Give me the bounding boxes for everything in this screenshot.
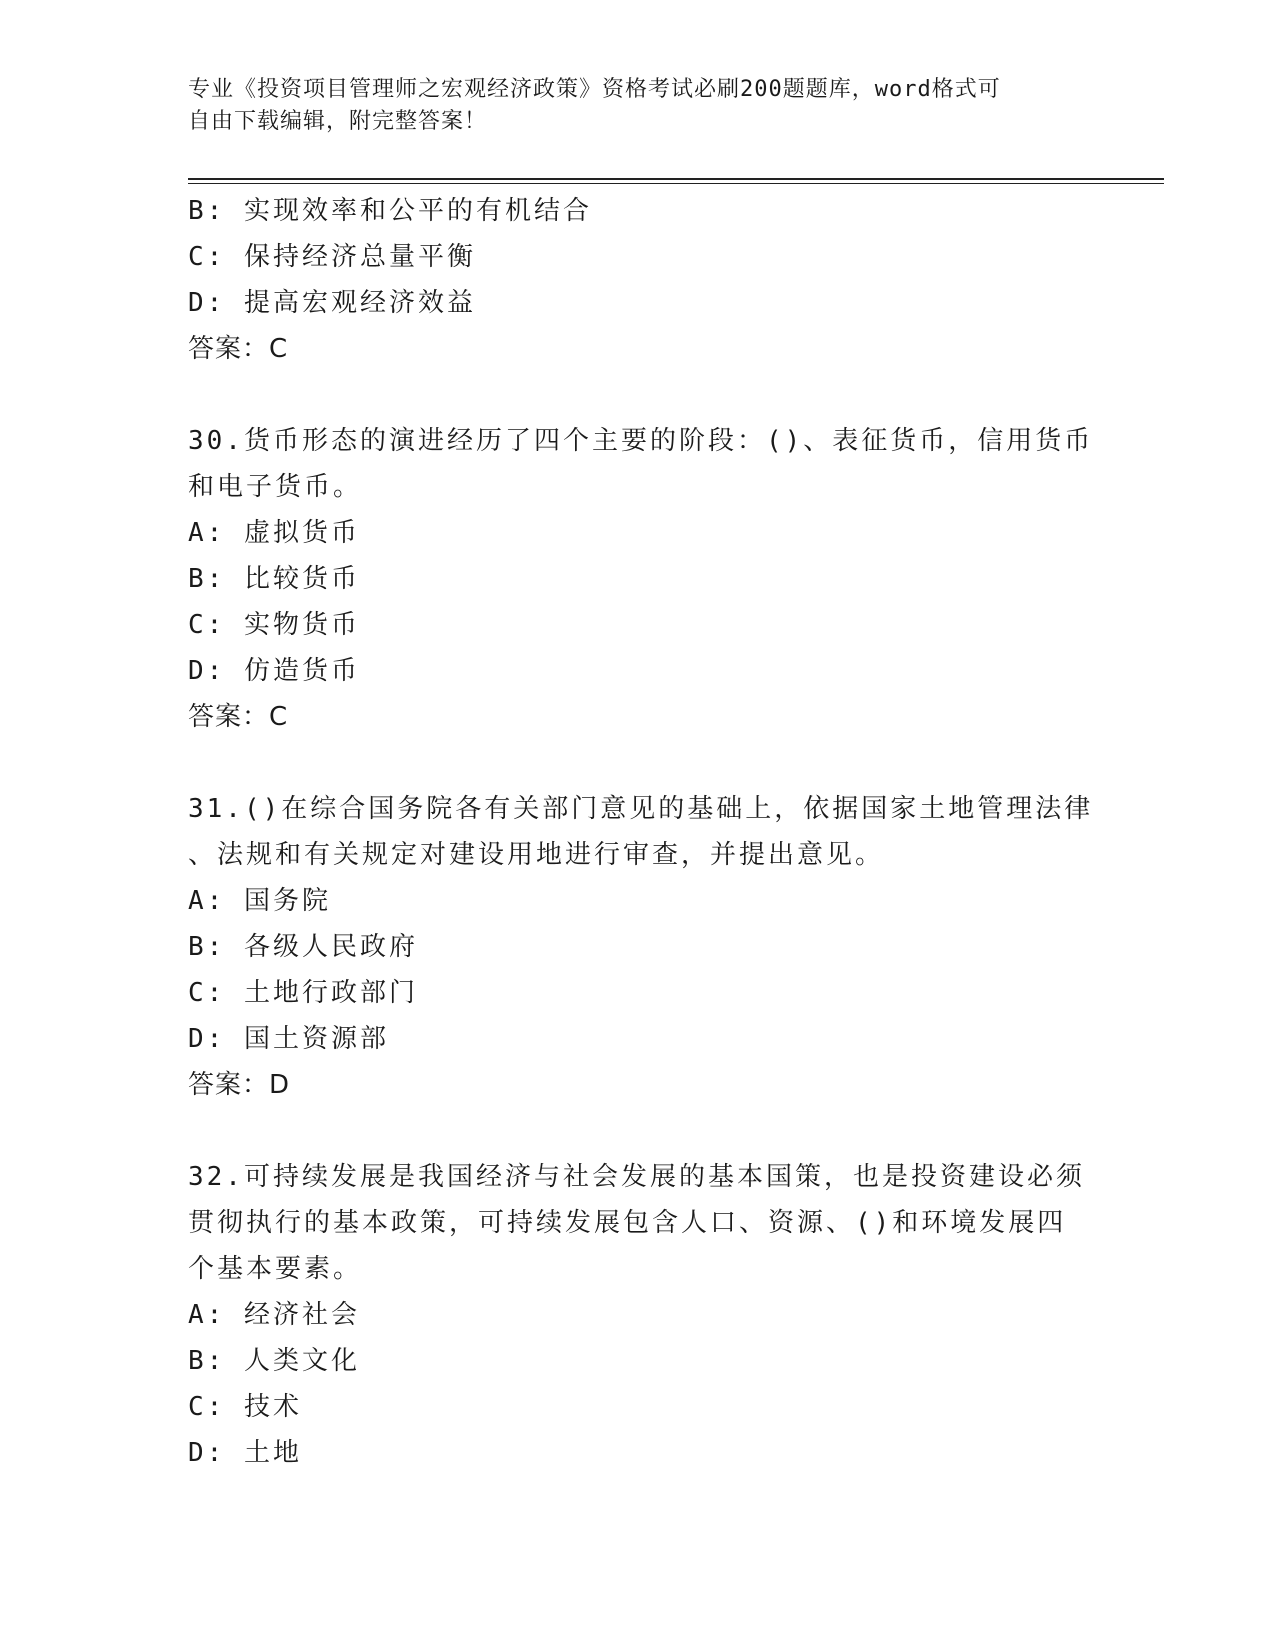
option-c: C: 土地行政部门 (188, 978, 418, 1008)
question-spacer (188, 372, 1088, 418)
header-divider-thick (188, 178, 1164, 180)
question-text-line: 和电子货币。 (188, 472, 363, 502)
question-text-line: 贯彻执行的基本政策，可持续发展包含人口、资源、()和环境发展四 (188, 1208, 1067, 1238)
question-text-line: 、法规和有关规定对建设用地进行审查，并提出意见。 (188, 840, 885, 870)
option-d: D: 提高宏观经济效益 (188, 288, 476, 318)
header-divider-thin (188, 183, 1164, 184)
option-d: D: 国土资源部 (188, 1024, 389, 1054)
option-c: C: 技术 (188, 1392, 302, 1422)
option-d: D: 土地 (188, 1438, 302, 1468)
header-line-1: 专业《投资项目管理师之宏观经济政策》资格考试必刷200题题库，word格式可 (188, 77, 1001, 102)
document-header (188, 74, 1068, 138)
option-c: C: 实物货币 (188, 610, 360, 640)
question-spacer (188, 740, 1088, 786)
question-text-line: 个基本要素。 (188, 1254, 363, 1284)
option-b: B: 实现效率和公平的有机结合 (188, 196, 592, 226)
question-31 (188, 786, 1094, 1108)
answer-line: 答案：C (188, 334, 289, 364)
option-b: B: 比较货币 (188, 564, 360, 594)
option-a: A: 经济社会 (188, 1300, 360, 1330)
answer-line: 答案：D (188, 1070, 291, 1100)
header-line-2: 自由下载编辑，附完整答案！ (188, 109, 488, 134)
option-a: A: 虚拟货币 (188, 518, 360, 548)
option-b: B: 人类文化 (188, 1346, 360, 1376)
question-32 (188, 1154, 1088, 1476)
question-30 (188, 418, 1094, 740)
question-text-line: 31.()在综合国务院各有关部门意见的基础上，依据国家土地管理法律 (188, 794, 1094, 824)
question-list (188, 188, 1094, 1476)
question-text-line: 30.货币形态的演进经历了四个主要的阶段：()、表征货币，信用货币 (188, 426, 1094, 456)
answer-line: 答案：C (188, 702, 289, 732)
option-c: C: 保持经济总量平衡 (188, 242, 476, 272)
option-d: D: 仿造货币 (188, 656, 360, 686)
question-29-continued (188, 188, 1088, 372)
option-a: A: 国务院 (188, 886, 331, 916)
option-b: B: 各级人民政府 (188, 932, 418, 962)
question-spacer (188, 1108, 1088, 1154)
question-text-line: 32.可持续发展是我国经济与社会发展的基本国策，也是投资建设必须 (188, 1162, 1085, 1192)
